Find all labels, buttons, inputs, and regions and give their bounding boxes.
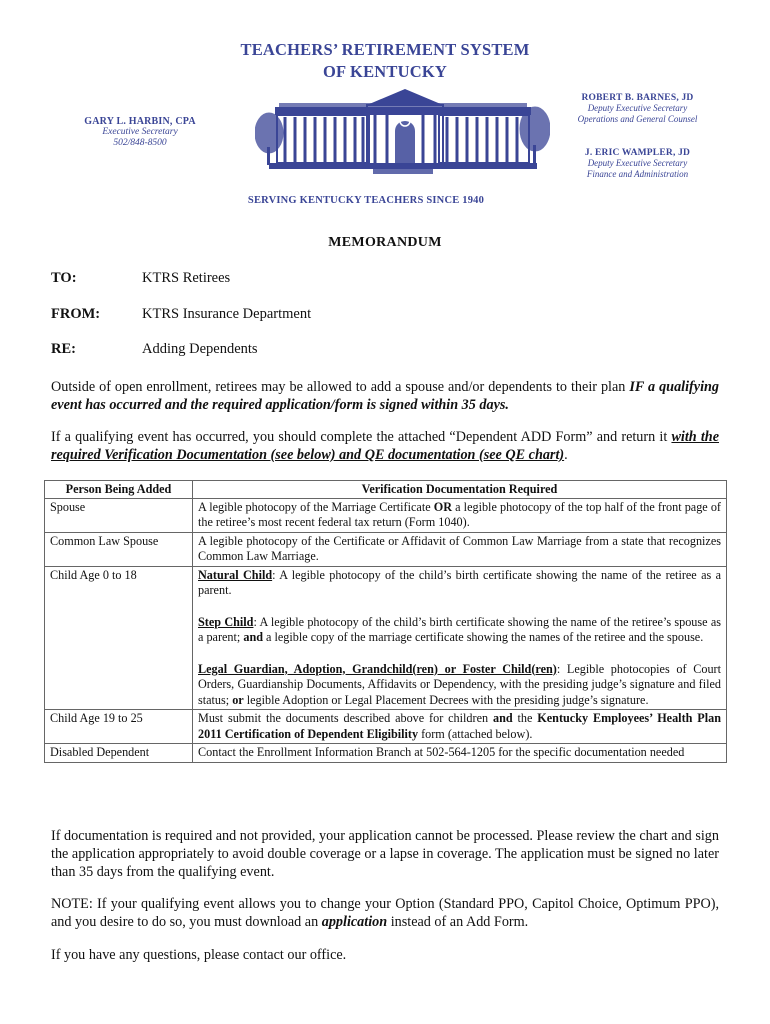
natural-child-title: Natural Child [198, 567, 273, 582]
spouse-doc-text-1: A legible photocopy of the Marriage Certificate [198, 499, 434, 514]
executive-secretary-phone: 502/848-8500 [113, 138, 167, 148]
guardian-entry [198, 662, 721, 709]
executive-secretary-block [50, 116, 230, 149]
re-label: RE: [51, 341, 76, 357]
step-child-text-1: : A legible photocopy of the child’s birth certificate showing the name of the retiree’s spouse as a parent; [198, 614, 721, 644]
qualifying-event-text: If a qualifying event has occurred, you should complete the attached “Dependent ADD Form” and return it [51, 429, 672, 445]
from-label: FROM: [51, 306, 101, 322]
note-emphasis: application [321, 914, 388, 930]
row-spouse-label: Spouse [45, 498, 193, 532]
table-row [45, 710, 727, 744]
natural-child-entry [198, 568, 721, 599]
from-value: KTRS Insurance Department [142, 306, 312, 322]
row-disabled-doc: Contact the Enrollment Information Branch at 502-564-1205 for the specific documentation needed [193, 744, 727, 763]
guardian-text-2: legible Adoption or Legal Placement Decrees with the presiding judge’s signature. [243, 692, 649, 707]
documentation-paragraph: If documentation is required and not provided, your application cannot be processed. Please review the chart and sign the application appropriately to avoid double coverage or a lapse in coverage. The application must be signed no later than 35 days from the qualifying event. [51, 828, 719, 880]
executive-secretary-title: Executive Secretary [102, 127, 178, 137]
table-row [45, 498, 727, 532]
table-row [45, 744, 727, 763]
note-paragraph [51, 895, 719, 931]
deputy-2-title: Deputy Executive Secretary [587, 158, 688, 168]
to-label: TO: [51, 270, 77, 286]
col-documentation-header: Verification Documentation Required [193, 481, 727, 499]
row-disabled-label: Disabled Dependent [45, 744, 193, 763]
child-19-25-form-name: Kentucky Employees’ Health Plan 2011 Certification of Dependent Eligibility [198, 711, 721, 741]
contact-paragraph: If you have any questions, please contact our office. [51, 947, 347, 963]
qualifying-event-emphasis: with the required Verification Documentation (see below) and QE documentation (see QE chart) [51, 429, 719, 463]
row-common-law-doc: A legible photocopy of the Certificate or Affidavit of Common Law Marriage from a state that recognizes Common Law Marriage. [193, 532, 727, 566]
qualifying-event-paragraph [51, 428, 719, 464]
step-child-text-2: a legible copy of the marriage certificate showing the names of the retiree and the spouse. [263, 630, 704, 644]
executive-secretary-name: GARY L. HARBIN, CPA [84, 116, 196, 127]
table-row [45, 532, 727, 566]
memo-title: MEMORANDUM [328, 235, 442, 250]
child-19-25-text-2: the [512, 711, 538, 725]
deputy-1-department: Operations and General Counsel [577, 114, 698, 124]
deputy-block-2 [560, 148, 715, 180]
verification-table [44, 480, 727, 763]
step-child-entry [198, 615, 721, 646]
row-child-0-18-label: Child Age 0 to 18 [45, 566, 193, 710]
building-illustration-icon [255, 85, 550, 175]
child-19-25-text-3: form (attached below). [418, 726, 533, 741]
row-spouse-doc [193, 498, 727, 532]
table-row [45, 566, 727, 710]
note-text: NOTE: If your qualifying event allows you to change your Option (Standard PPO, Capitol Choice, Optimum PPO), and you desire to do so, you must download an [51, 896, 719, 930]
guardian-text-1: : Legible photocopies of Court Orders, Guardianship Documents, Affidavits or Dependency, with the presiding judge’s signature and filed status; [198, 661, 721, 707]
guardian-title: Legal Guardian, Adoption, Grandchild(ren) or Foster Child(ren) [198, 661, 557, 676]
intro-paragraph [51, 378, 719, 414]
tagline: SERVING KENTUCKY TEACHERS SINCE 1940 [247, 195, 485, 206]
row-child-0-18-doc [193, 566, 727, 710]
step-child-and: and [243, 630, 263, 644]
re-value: Adding Dependents [142, 341, 258, 357]
deputy-block-1 [560, 93, 715, 125]
child-19-25-text-1: Must submit the documents described above for children [198, 711, 493, 725]
to-value: KTRS Retirees [142, 270, 231, 286]
note-end: instead of an Add Form. [387, 914, 529, 930]
spouse-doc-text-2: a legible photocopy of the top half of the front page of the retiree’s most recent federal tax return (Form 1040). [198, 499, 721, 529]
qualifying-event-end: . [564, 447, 568, 463]
org-title-line1: TEACHERS’ RETIREMENT SYSTEM [240, 40, 530, 59]
deputy-2-name: J. ERIC WAMPLER, JD [584, 148, 691, 158]
deputy-2-department: Finance and Administration [586, 169, 689, 179]
row-common-law-label: Common Law Spouse [45, 532, 193, 566]
intro-emphasis: IF a qualifying event has occurred and the required application/form is signed within 35 days. [51, 379, 719, 413]
spouse-doc-or: OR [433, 499, 453, 514]
intro-text: Outside of open enrollment, retirees may be allowed to add a spouse and/or dependents to their plan [51, 379, 630, 395]
deputy-1-name: ROBERT B. BARNES, JD [581, 93, 694, 103]
org-title-line2: OF KENTUCKY [323, 62, 447, 81]
deputy-1-title: Deputy Executive Secretary [587, 103, 688, 113]
row-child-19-25-doc [193, 710, 727, 744]
natural-child-text: : A legible photocopy of the child’s birth certificate showing the name of the retiree as a parent. [198, 567, 721, 597]
step-child-title: Step Child [198, 614, 254, 629]
guardian-or: or [232, 692, 244, 707]
col-person-header: Person Being Added [45, 481, 193, 499]
child-19-25-and: and [492, 711, 513, 725]
row-child-19-25-label: Child Age 19 to 25 [45, 710, 193, 744]
table-header-row [45, 481, 727, 499]
